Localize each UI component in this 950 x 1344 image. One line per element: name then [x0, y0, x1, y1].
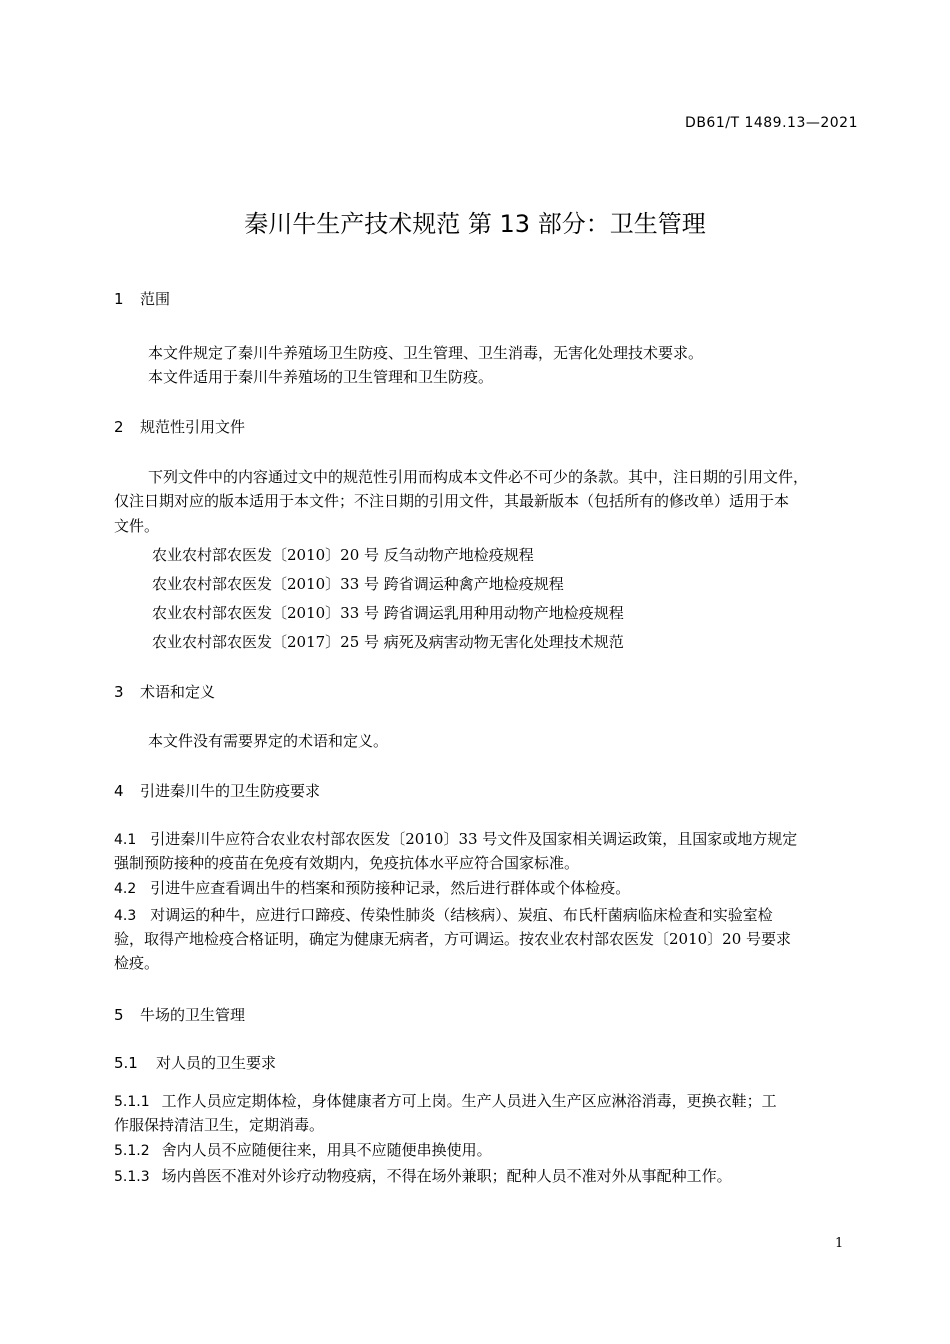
paragraph-line: 下列文件中的内容通过文中的规范性引用而构成本文件必不可少的条款。其中，注日期的引用文件，	[148, 468, 809, 486]
section-number: 2	[114, 418, 124, 436]
clause-number: 5.1.3	[114, 1169, 150, 1185]
page-number: 1	[835, 1236, 844, 1251]
paragraph-line: 文件。	[114, 517, 160, 535]
clause-text: 对调运的种牛，应进行口蹄疫、传染性肺炎（结核病）、炭疽、布氏杆菌病临床检查和实验室检	[150, 906, 773, 924]
paragraph-line: 仅注日期对应的版本适用于本文件；不注日期的引用文件，其最新版本（包括所有的修改单）适用于本	[114, 492, 790, 510]
clause-number: 4.2	[114, 881, 137, 897]
section-number: 4	[114, 782, 124, 800]
section-number: 3	[114, 683, 124, 701]
clause-line: 作服保持清洁卫生，定期消毒。	[114, 1116, 325, 1134]
standard-code: DB61/T 1489.13—2021	[685, 115, 858, 131]
clause-5-1-3	[114, 1164, 860, 1189]
clause-number: 4.1	[114, 832, 137, 848]
clause-5-1-1	[114, 1089, 860, 1114]
section-number: 5	[114, 1006, 124, 1024]
clause-line: 验，取得产地检疫合格证明，确定为健康无病者，方可调运。按农业农村部农医发〔2010〕20 号要求	[114, 930, 792, 948]
clause-number: 5.1.1	[114, 1094, 150, 1110]
section-2-heading	[114, 416, 245, 437]
subsection-title: 对人员的卫生要求	[156, 1054, 277, 1072]
reference-item: 农业农村部农医发〔2010〕33 号 跨省调运种禽产地检疫规程	[152, 575, 564, 593]
section-5-heading	[114, 1004, 245, 1025]
section-title: 规范性引用文件	[140, 418, 246, 436]
paragraph: 本文件规定了秦川牛养殖场卫生防疫、卫生管理、卫生消毒，无害化处理技术要求。	[148, 344, 704, 362]
reference-item: 农业农村部农医发〔2010〕33 号 跨省调运乳用种用动物产地检疫规程	[152, 604, 624, 622]
clause-text: 工作人员应定期体检，身体健康者方可上岗。生产人员进入生产区应淋浴消毒，更换衣鞋；工	[161, 1092, 777, 1110]
clause-4-3	[114, 903, 860, 928]
clause-4-1	[114, 827, 860, 852]
clause-text: 舍内人员不应随便往来，用具不应随便串换使用。	[161, 1141, 492, 1159]
document-title: 秦川牛生产技术规范 第 13 部分：卫生管理	[244, 210, 706, 238]
clause-line: 检疫。	[114, 954, 160, 972]
paragraph: 本文件没有需要界定的术语和定义。	[148, 732, 389, 750]
section-1-heading	[114, 288, 170, 309]
section-4-heading	[114, 780, 320, 801]
clause-number: 4.3	[114, 908, 137, 924]
section-title: 牛场的卫生管理	[140, 1006, 246, 1024]
clause-4-2	[114, 876, 860, 901]
section-3-heading	[114, 681, 215, 702]
subsection-number: 5.1	[114, 1054, 138, 1072]
section-title: 范围	[140, 290, 171, 308]
reference-item: 农业农村部农医发〔2010〕20 号 反刍动物产地检疫规程	[152, 546, 534, 564]
clause-text: 场内兽医不准对外诊疗动物疫病，不得在场外兼职；配种人员不准对外从事配种工作。	[161, 1167, 732, 1185]
clause-line: 强制预防接种的疫苗在免疫有效期内，免疫抗体水平应符合国家标准。	[114, 854, 580, 872]
reference-item: 农业农村部农医发〔2017〕25 号 病死及病害动物无害化处理技术规范	[152, 633, 624, 651]
clause-text: 引进秦川牛应符合农业农村部农医发〔2010〕33 号文件及国家相关调运政策，且国家或地方规定	[150, 830, 798, 848]
clause-5-1-2	[114, 1138, 860, 1163]
paragraph: 本文件适用于秦川牛养殖场的卫生管理和卫生防疫。	[148, 368, 494, 386]
section-number: 1	[114, 290, 124, 308]
section-title: 术语和定义	[140, 683, 216, 701]
clause-text: 引进牛应查看调出牛的档案和预防接种记录，然后进行群体或个体检疫。	[150, 879, 631, 897]
clause-number: 5.1.2	[114, 1143, 150, 1159]
subsection-5-1-heading	[114, 1052, 276, 1073]
section-title: 引进秦川牛的卫生防疫要求	[140, 782, 321, 800]
